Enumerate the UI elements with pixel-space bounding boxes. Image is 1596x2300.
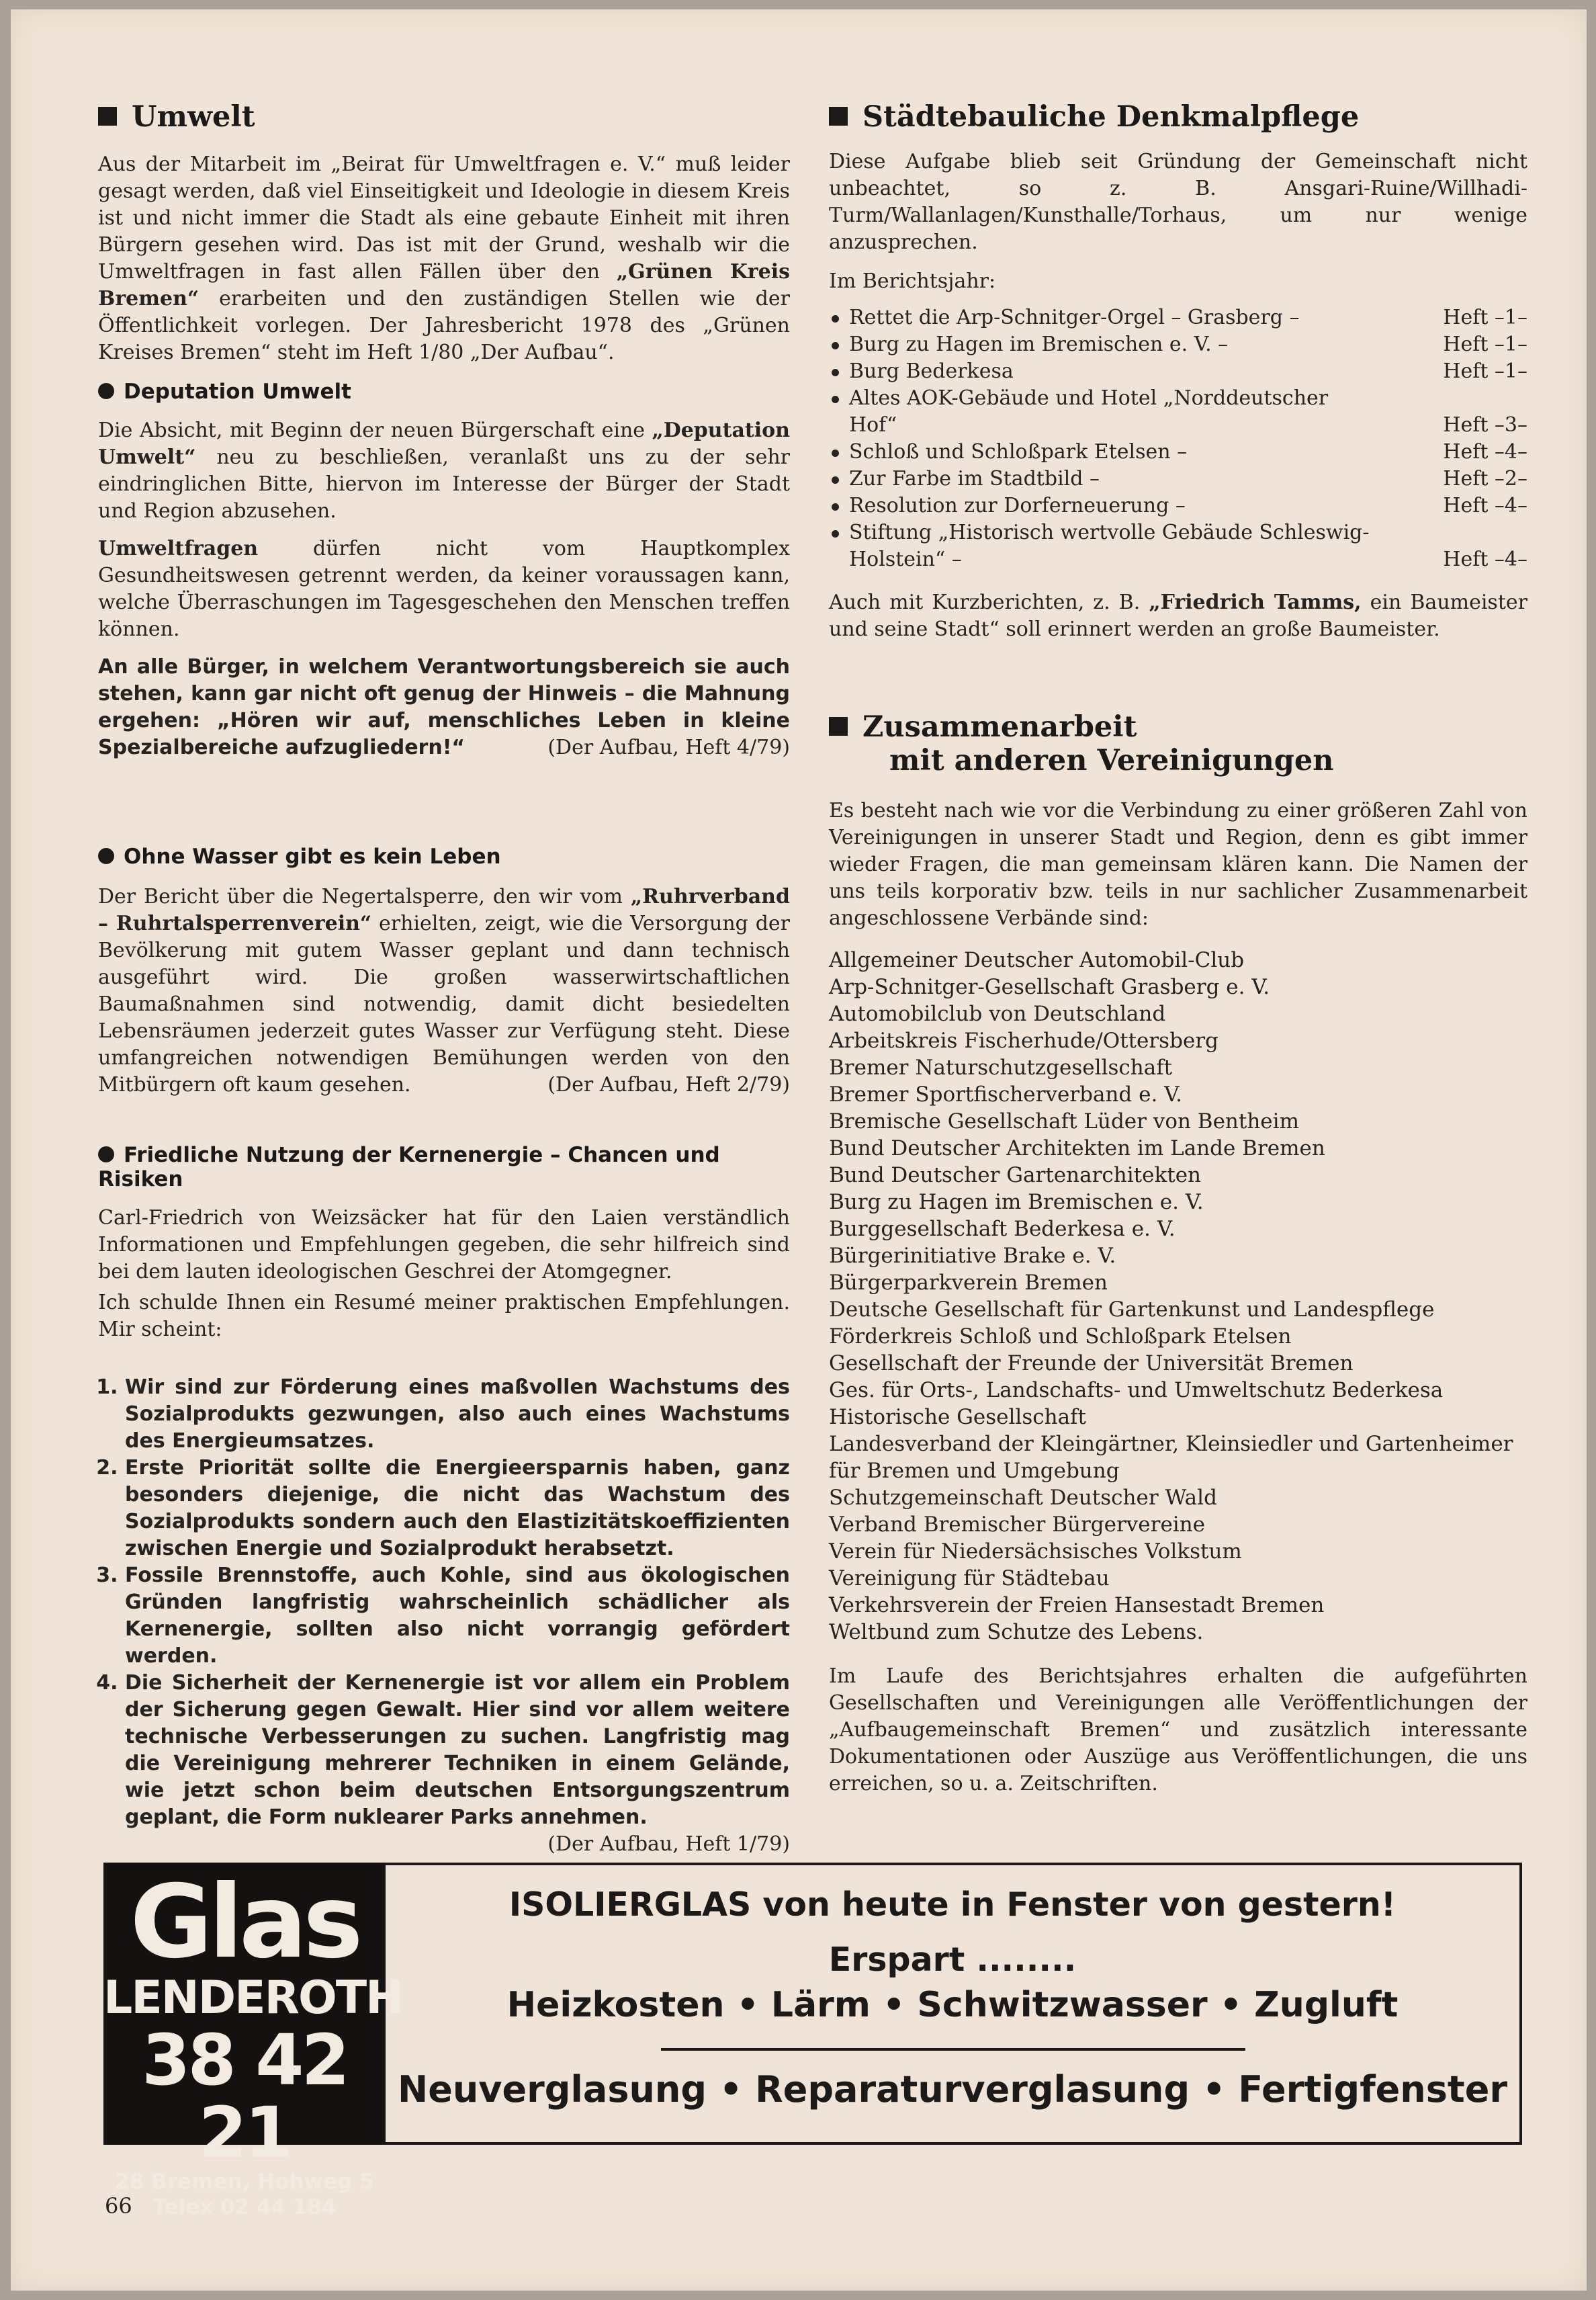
source-citation: (Der Aufbau, Heft 4/79) (547, 736, 790, 759)
ad-headline: ISOLIERGLAS von heute in Fenster von gestern! (508, 1885, 1396, 1924)
list-item: Schloß und Schloßpark Etelsen – Heft –4– (829, 439, 1527, 466)
list-item: Bund Deutscher Architekten im Lande Bremen (829, 1136, 1325, 1160)
left-column (98, 100, 790, 1858)
list-item: Historische Gesellschaft (829, 1405, 1086, 1429)
list-item: 2. Erste Priorität sollte die Energieersparnis haben, ganz besonders diejenige, die nicht das Wachstum des Sozialprodukts sondern auch den Elastizitätskoeffizienten zwischen Energie und Sozialprodukt herabsetzt. (125, 1455, 790, 1562)
recommendations-list (98, 1374, 790, 1856)
deputation-paragraph-2: Umweltfragen dürfen nicht vom Hauptkomplex Gesundheitswesen getrennt werden, da keiner voraussagen kann, welche Überraschungen im Tagesgeschehen den Menschen treffen können. (98, 537, 790, 641)
list-item: Bürgerinitiative Brake e. V. (829, 1244, 1116, 1268)
source-citation: (Der Aufbau, Heft 2/79) (547, 1073, 790, 1097)
kernenergie-heading: Friedliche Nutzung der Kernenergie – Chancen und Risiken (98, 1143, 720, 1191)
list-item: Arp-Schnitger-Gesellschaft Grasberg e. V. (829, 975, 1270, 999)
zusammenarbeit-paragraph: Es besteht nach wie vor die Verbindung zu einer größeren Zahl von Vereinigungen in unserer Stadt und Region, denn es gibt immer wieder Fragen, die man gemeinsam klären kann. Die Namen der uns teils korporativ bzw. teils in nur sachlicher Zusammenarbeit angeschlossene Verbände sind: (829, 799, 1527, 930)
denkmal-heading: Städtebauliche Denkmalpflege (829, 100, 1527, 134)
list-item: 3. Fossile Brennstoffe, auch Kohle, sind aus ökologischen Gründen langfristig wahrscheinlich schädlicher als Kernenergie, sollten also nicht vorrangig gefördert werden. (125, 1562, 790, 1670)
list-item: Arbeitskreis Fischerhude/Ottersberg (829, 1029, 1218, 1053)
list-item: Zur Farbe im Stadtbild – Heft –2– (829, 466, 1527, 493)
list-item: Rettet die Arp-Schnitger-Orgel – Grasberg – Heft –1– (829, 304, 1527, 331)
kurzberichte-paragraph: Auch mit Kurzberichten, z. B. „Friedrich Tamms, ein Baumeister und seine Stadt“ soll erinnert werden an große Baumeister. (829, 591, 1527, 641)
list-item: Bund Deutscher Gartenarchitekten (829, 1163, 1202, 1187)
list-item: Förderkreis Schloß und Schloßpark Etelsen (829, 1324, 1292, 1349)
ad-divider (661, 2048, 1245, 2051)
list-item: 1. Wir sind zur Förderung eines maßvollen Wachstums des Sozialprodukts gezwungen, also auch eines Wachstums des Energieumsatzes. (125, 1374, 790, 1455)
organizations-list (829, 947, 1527, 1646)
source-citation: (Der Aufbau, Heft 1/79) (547, 1832, 790, 1856)
berichtsjahr-list (829, 304, 1527, 573)
ad-erspart: Erspart ........ (828, 1941, 1077, 1979)
list-item: Bremische Gesellschaft Lüder von Bentheim (829, 1109, 1299, 1134)
wasser-heading: Ohne Wasser gibt es kein Leben (98, 845, 790, 869)
round-bullet-icon (98, 848, 114, 864)
list-item: Schutzgemeinschaft Deutscher Wald (829, 1486, 1217, 1510)
list-item: Gesellschaft der Freunde der Universität Bremen (829, 1351, 1354, 1375)
list-item: Automobilclub von Deutschland (829, 1002, 1166, 1026)
list-item: 4. Die Sicherheit der Kernenergie ist vor allem ein Problem der Sicherung gegen Gewalt. Hier sind vor allem weitere technische Verbesserungen zu suchen. Langfristig mag die Vereinigung mehrerer Techniken in einem Gelände, wie jetzt schon beim deutschen Entsorgungszentrum geplant, die Form nuklearer Parks annehmen. (Der Aufbau, Heft 1/79) (125, 1670, 790, 1831)
wasser-paragraph: Der Bericht über die Negertalsperre, den wir vom „Ruhrverband – Ruhrtalsperrenverein“ erhielten, zeigt, wie die Versorgung der Bevölkerung mit gutem Wasser geplant und dann technisch ausgeführt wird. Die großen wasserwirtschaftlichen Baumaßnahmen sind notwendig, damit dicht besiedelten Lebensräumen jederzeit gutes Wasser zur Verfügung steht. Diese umfangreichen notwendigen Bemühungen werden von den Mitbürgern oft kaum gesehen. (Der Aufbau, Heft 2/79) (98, 884, 790, 1099)
list-item: Verein für Niedersächsisches Volkstum (829, 1539, 1242, 1564)
berichtsjahr-label: Im Berichtsjahr: (829, 269, 996, 293)
ad-services: Neuverglasung • Reparaturverglasung • Fertigfenster (398, 2068, 1507, 2111)
deputation-paragraph-1: Die Absicht, mit Beginn der neuen Bürgerschaft eine „Deputation Umwelt“ neu zu beschließen, veranlaßt uns zu der sehr eindringlichen Bitte, hiervon im Interesse der Bürger der Stadt und Region abzusehen. (98, 419, 790, 523)
list-item: Burg Bederkesa Heft –1– (829, 358, 1527, 385)
square-bullet-icon (829, 717, 848, 736)
round-bullet-icon (98, 383, 114, 399)
list-item: Landesverband der Kleingärtner, Kleinsiedler und Gartenheimer für Bremen und Umgebung (829, 1432, 1513, 1483)
list-item: Ges. für Orts-, Landschafts- und Umweltschutz Bederkesa (829, 1378, 1444, 1402)
square-bullet-icon (98, 107, 117, 126)
page-number: 66 (105, 2193, 132, 2219)
kernenergie-paragraph-2: Ich schulde Ihnen ein Resumé meiner praktischen Empfehlungen. Mir scheint: (98, 1291, 790, 1341)
list-item: Burggesellschaft Bederkesa e. V. (829, 1217, 1176, 1241)
square-bullet-icon (829, 107, 848, 126)
zusammenarbeit-heading: Zusammenarbeit mit anderen Vereinigungen (829, 710, 1527, 777)
umwelt-heading: Umwelt (98, 100, 790, 134)
veroeffentlichungen-paragraph: Im Laufe des Berichtsjahres erhalten die aufgeführten Gesellschaften und Vereinigungen alle Veröffentlichungen der „Aufbaugemeinschaft Bremen“ und zusätzlich interessante Dokumentationen oder Auszüge aus Veröffentlichungen, die uns erreichen, so u. a. Zeitschriften. (829, 1664, 1527, 1795)
ad-text-box (386, 1863, 1522, 2145)
list-item: Verband Bremischer Bürgervereine (829, 1513, 1206, 1537)
list-item: Resolution zur Dorferneuerung – Heft –4– (829, 493, 1527, 519)
kernenergie-paragraph-1: Carl-Friedrich von Weizsäcker hat für den Laien verständlich Informationen und Empfehlungen gegeben, die sehr hilfreich sind bei dem lauten ideologischen Geschrei der Atomgegner. (98, 1206, 790, 1283)
umwelt-paragraph: Aus der Mitarbeit im „Beirat für Umweltfragen e. V.“ muß leider gesagt werden, daß viel Einseitigkeit und Ideologie in diesem Kreis ist und nicht immer die Stadt als eine gebaute Einheit mit ihren Bürgern gesehen wird. Das ist mit der Grund, weshalb wir die Umweltfragen in fast allen Fällen über den „Grünen Kreis Bremen“ erarbeiten und den zuständigen Stellen wie der Öffentlichkeit vorlegen. Der Jahresbericht 1978 des „Grünen Kreises Bremen“ steht im Heft 1/80 „Der Aufbau“. (98, 153, 790, 364)
list-item: Allgemeiner Deutscher Automobil-Club (829, 948, 1245, 972)
list-item: Burg zu Hagen im Bremischen e. V. (829, 1190, 1204, 1214)
list-item: Stiftung „Historisch wertvolle Gebäude Schleswig-Holstein“ – Heft –4– (829, 519, 1527, 573)
list-item: Vereinigung für Städtebau (829, 1566, 1110, 1590)
list-item: Bürgerparkverein Bremen (829, 1271, 1108, 1295)
list-item: Bremer Sportfischerverband e. V. (829, 1082, 1183, 1107)
deputation-heading: Deputation Umwelt (98, 380, 790, 404)
list-item: Bremer Naturschutzgesellschaft (829, 1056, 1173, 1080)
list-item: Weltbund zum Schutze des Lebens. (829, 1620, 1204, 1644)
denkmal-paragraph: Diese Aufgabe blieb seit Gründung der Gemeinschaft nicht unbeachtet, so z. B. Ansgari-Ruine/Willhadi-Turm/Wallanlagen/Kunsthalle/Torhaus, um nur wenige anzusprechen. (829, 150, 1527, 254)
right-column (829, 100, 1527, 1797)
list-item: Burg zu Hagen im Bremischen e. V. – Heft –1– (829, 331, 1527, 358)
page (11, 9, 1587, 2291)
round-bullet-icon (98, 1146, 114, 1162)
deputation-appeal: An alle Bürger, in welchem Verantwortungsbereich sie auch stehen, kann gar nicht oft genug der Hinweis – die Mahnung ergehen: „Hören wir auf, menschliches Leben in kleine Spezialbereiche aufzugliedern!“ (Der Aufbau, Heft 4/79) (98, 654, 790, 761)
list-item: Deutsche Gesellschaft für Gartenkunst und Landespflege (829, 1297, 1435, 1322)
list-item: Verkehrsverein der Freien Hansestadt Bremen (829, 1593, 1325, 1617)
ad-benefits: Heizkosten • Lärm • Schwitzwasser • Zugluft (506, 1985, 1399, 2025)
glas-lenderoth-logo: Glas LENDEROTH 38 42 21 28 Bremen, Hohweg 5 Telex 02 44 184 (103, 1864, 403, 2219)
list-item: Altes AOK-Gebäude und Hotel „Norddeutscher Hof“ Heft –3– (829, 385, 1527, 439)
